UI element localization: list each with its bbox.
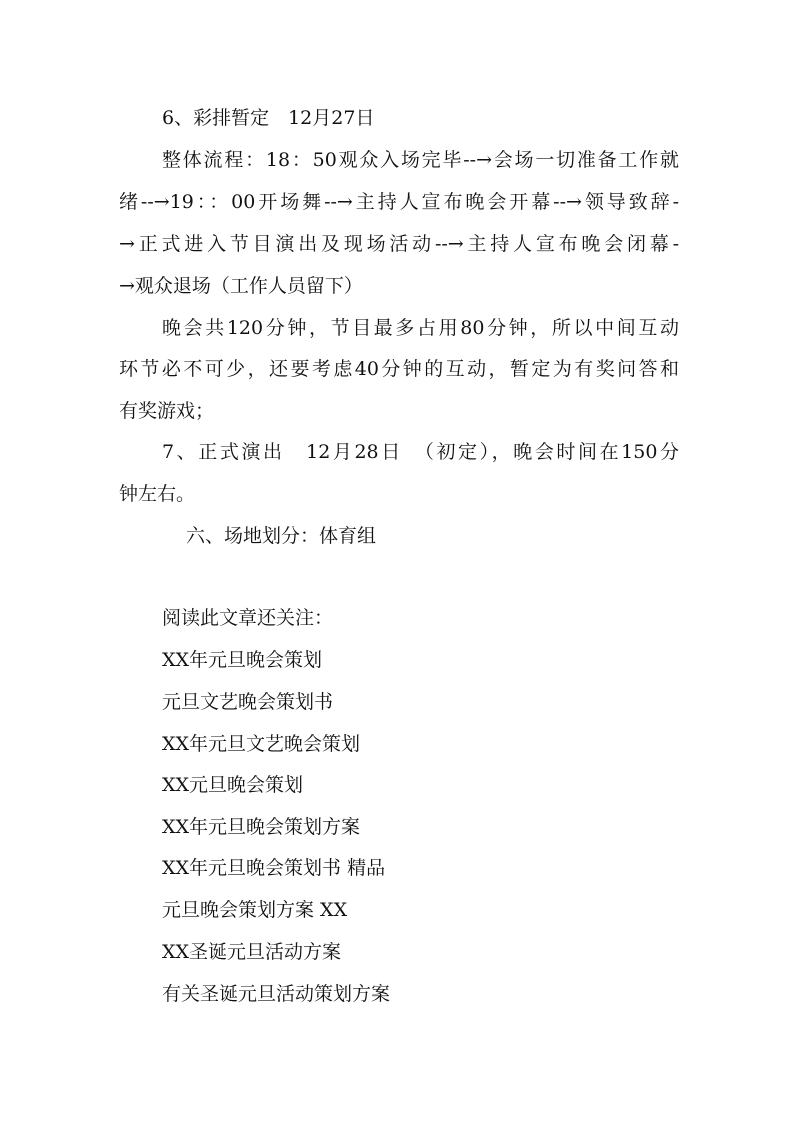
time-line-3: 有奖游戏；: [119, 400, 215, 422]
venue-heading: 六、场地划分：体育组: [186, 525, 377, 547]
related-link-6[interactable]: XX年元旦晚会策划书 精品: [162, 857, 386, 879]
related-link-8[interactable]: XX圣诞元旦活动方案: [162, 941, 342, 963]
flow-line-4: →观众退场（工作人员留下）: [119, 275, 363, 297]
section-7-line-2: 钟左右。: [119, 483, 196, 505]
time-line-2: 环节必不可少，还要考虑40分钟的互动，暂定为有奖问答和: [119, 358, 679, 380]
flow-line-1: 整体流程：18：50观众入场完毕--→会场一切准备工作就: [162, 149, 679, 171]
flow-line-2: 绪--→19：：00开场舞--→主持人宣布晚会开幕--→领导致辞-: [119, 191, 679, 213]
related-link-4[interactable]: XX元旦晚会策划: [162, 774, 304, 796]
related-link-5[interactable]: XX年元旦晚会策划方案: [162, 816, 361, 838]
related-intro: 阅读此文章还关注：: [162, 607, 334, 629]
time-line-1: 晚会共120分钟，节目最多占用80分钟，所以中间互动: [162, 317, 679, 339]
section-7-line-1: 7、正式演出 12月28日 （初定），晚会时间在150分: [162, 441, 679, 463]
related-link-2[interactable]: 元旦文艺晚会策划书: [162, 691, 334, 713]
related-link-3[interactable]: XX年元旦文艺晚会策划: [162, 733, 361, 755]
related-link-7[interactable]: 元旦晚会策划方案 XX: [162, 899, 348, 921]
flow-line-3: →正式进入节目演出及现场活动--→主持人宣布晚会闭幕-: [119, 233, 679, 255]
section-6-heading: 6、彩排暂定 12月27日: [162, 107, 375, 129]
related-link-9[interactable]: 有关圣诞元旦活动策划方案: [162, 983, 391, 1005]
related-link-1[interactable]: XX年元旦晚会策划: [162, 649, 323, 671]
